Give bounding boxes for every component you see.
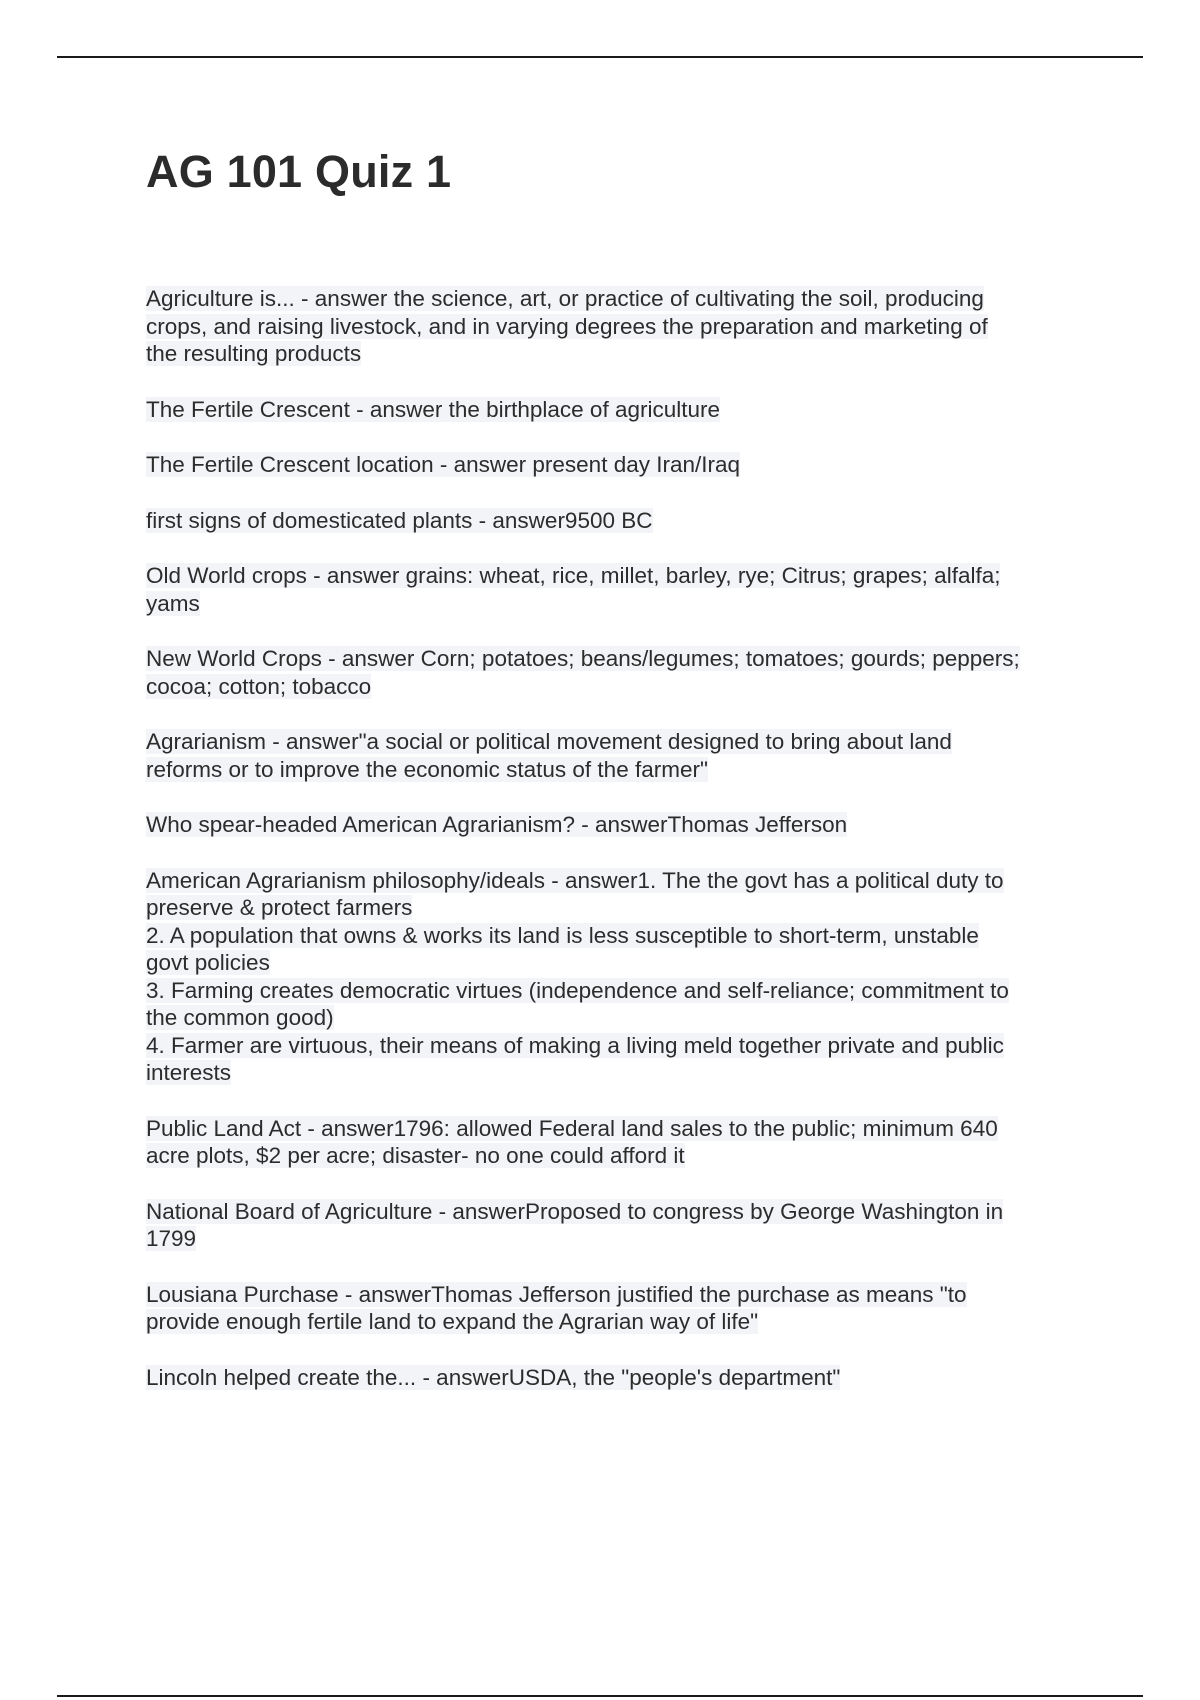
qa-item <box>146 728 1086 783</box>
qa-item <box>146 1115 1086 1170</box>
bottom-rule <box>57 1695 1143 1697</box>
qa-line: New World Crops - answer Corn; potatoes; beans/legumes; tomatoes; gourds; peppers; <box>146 646 1020 671</box>
qa-line: The Fertile Crescent location - answer present day Iran/Iraq <box>146 452 741 477</box>
qa-item <box>146 811 1086 839</box>
qa-line: govt policies <box>146 950 270 975</box>
qa-item <box>146 507 1086 535</box>
qa-line: 3. Farming creates democratic virtues (independence and self-reliance; commitment to <box>146 977 1009 1003</box>
qa-line: the common good) <box>146 1005 334 1030</box>
qa-line: American Agrarianism philosophy/ideals - answer1. The the govt has a political duty to <box>146 867 1004 893</box>
qa-line: Old World crops - answer grains: wheat, rice, millet, barley, rye; Citrus; grapes; alfalfa; <box>146 563 1001 588</box>
qa-item <box>146 867 1086 1087</box>
qa-line: Agrarianism - answer"a social or political movement designed to bring about land <box>146 729 952 754</box>
qa-line: Who spear-headed American Agrarianism? - answerThomas Jefferson <box>146 812 848 837</box>
qa-line: Lousiana Purchase - answerThomas Jefferson justified the purchase as means "to <box>146 1281 967 1307</box>
qa-item <box>146 451 1086 479</box>
qa-line: cocoa; cotton; tobacco <box>146 673 372 699</box>
qa-line: acre plots, $2 per acre; disaster- no one could afford it <box>146 1143 685 1168</box>
qa-line: yams <box>146 590 200 616</box>
qa-line: first signs of domesticated plants - answer9500 BC <box>146 507 653 533</box>
qa-line: Agriculture is... - answer the science, art, or practice of cultivating the soil, producing <box>146 286 984 311</box>
qa-item <box>146 396 1086 424</box>
qa-line: provide enough fertile land to expand the Agrarian way of life" <box>146 1309 759 1334</box>
qa-line: Lincoln helped create the... - answerUSDA, the "people's department" <box>146 1364 841 1390</box>
qa-line: crops, and raising livestock, and in varying degrees the preparation and marketing of <box>146 313 988 339</box>
qa-item <box>146 562 1086 617</box>
qa-item <box>146 645 1086 700</box>
qa-line: 4. Farmer are virtuous, their means of making a living meld together private and public <box>146 1032 1004 1058</box>
qa-line: Public Land Act - answer1796: allowed Federal land sales to the public; minimum 640 <box>146 1115 998 1141</box>
qa-line: National Board of Agriculture - answerProposed to congress by George Washington in <box>146 1198 1004 1224</box>
qa-item <box>146 285 1086 368</box>
qa-list <box>146 285 1086 1419</box>
qa-line: the resulting products <box>146 341 362 366</box>
qa-line: 1799 <box>146 1226 197 1251</box>
top-rule <box>57 56 1143 58</box>
page-title: AG 101 Quiz 1 <box>146 146 452 197</box>
qa-line: reforms or to improve the economic status of the farmer" <box>146 756 708 782</box>
qa-line: preserve & protect farmers <box>146 895 413 920</box>
qa-line: 2. A population that owns & works its land is less susceptible to short-term, unstable <box>146 922 979 948</box>
qa-item <box>146 1281 1086 1336</box>
qa-item <box>146 1364 1086 1392</box>
qa-item <box>146 1198 1086 1253</box>
qa-line: interests <box>146 1060 232 1085</box>
qa-line: The Fertile Crescent - answer the birthplace of agriculture <box>146 396 721 422</box>
